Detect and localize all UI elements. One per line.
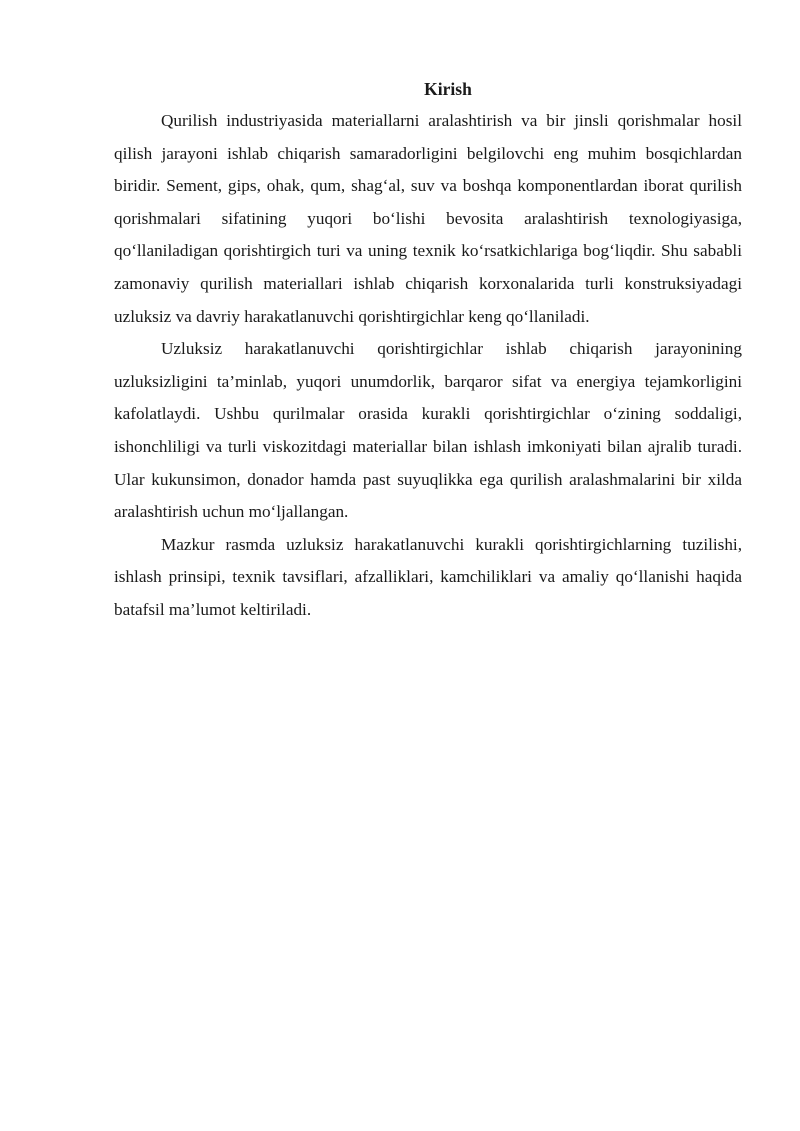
paragraph-3: Mazkur rasmda uzluksiz harakatlanuvchi kurakli qorishtirgichlarning tuzilishi, ishlash prinsipi, texnik tavsiflari, afzalliklari, kamchiliklari va amaliy qo‘llanishi haqida batafsil ma’lumot keltiriladi. (114, 534, 742, 619)
paragraph-2: Uzluksiz harakatlanuvchi qorishtirgichlar ishlab chiqarish jarayonining uzluksizligini ta’minlab, yuqori unumdorlik, barqaror sifat va energiya tejamkorligini kafolatlaydi. Ushbu qurilmalar orasida kurakli qorishtirgichlar o‘zining soddaligi, ishonchliligi va turli viskozitdagi materiallar bilan ishlash imkoniyati bilan ajralib turadi. Ular kukunsimon, donador hamda past suyuqlikka ega qurilish aralashmalarini bir xilda aralashtirish uchun mo‘ljallangan. (114, 339, 742, 522)
paragraph-1: Qurilish industriyasida materiallarni aralashtirish va bir jinsli qorishmalar hosil qilish jarayoni ishlab chiqarish samaradorligini belgilovchi eng muhim bosqichlardan biridir. Sement, gips, ohak, qum, shag‘al, suv va boshqa komponentlardan iborat qurilish qorishmalari sifatining yuqori bo‘lishi bevosita aralashtirish texnologiyasiga, qo‘llaniladigan qorishtirgich turi va uning texnik ko‘rsatkichlariga bog‘liqdir. Shu sababli zamonaviy qurilish materiallari ishlab chiqarish korxonalarida turli konstruksiyadagi uzluksiz va davriy harakatlanuvchi qorishtirgichlar keng qo‘llaniladi. (114, 111, 742, 326)
document-page (114, 74, 742, 627)
document-title: Kirish (424, 79, 472, 99)
